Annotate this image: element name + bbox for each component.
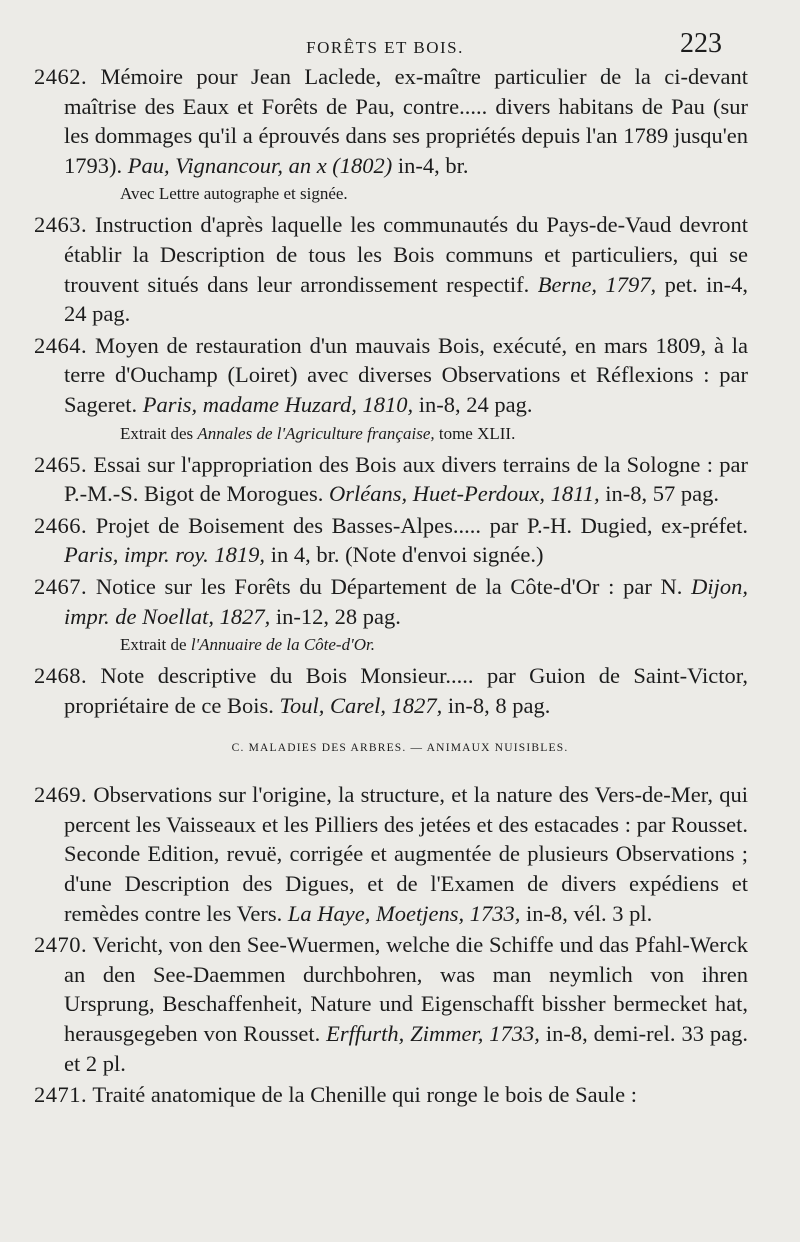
entry-format: in-8, demi-rel. 33 pag. et 2 pl. xyxy=(64,1021,748,1076)
entry-number: 2471. xyxy=(34,1082,88,1108)
entry-number: 2466. xyxy=(34,512,88,538)
note-2467 xyxy=(120,633,748,657)
entry-number: 2470. xyxy=(34,932,88,958)
entry-publication: Orléans, Huet-Perdoux, 1811, xyxy=(329,481,600,507)
entry-text: Note descriptive du Bois Monsieur..... par Guion de Saint-Victor, propriétaire de ce Bois. xyxy=(64,663,749,718)
entry-number: 2469. xyxy=(34,782,88,808)
entry-format: in-4, br. xyxy=(397,152,469,178)
entry-number: 2463. xyxy=(34,212,88,238)
entry-2470 xyxy=(34,930,748,1078)
entry-2467 xyxy=(34,572,749,631)
entry-2468 xyxy=(34,661,749,720)
entry-number: 2468. xyxy=(34,663,88,689)
entry-publication: Paris, impr. roy. 1819, xyxy=(64,542,266,568)
entry-format: in-12, 28 pag. xyxy=(275,603,401,629)
running-head-title: FORÊTS ET BOIS. xyxy=(306,38,464,57)
entry-publication: Pau, Vignancour, an x (1802) xyxy=(127,152,393,178)
entry-publication: La Haye, Moetjens, 1733, xyxy=(287,900,521,926)
entry-text: Instruction d'après laquelle les communautés du Pays-de-Vaud devront établir la Description de tous les Bois communs et particuliers, qui se trouvent situés dans leur arrondissement respectif. xyxy=(64,212,748,297)
section-heading: C. MALADIES DES ARBRES. — ANIMAUX NUISIBLES. xyxy=(231,742,569,755)
note-2462: Avec Lettre autographe et signée. xyxy=(120,184,348,204)
entry-2471 xyxy=(34,1080,748,1110)
entries-list xyxy=(0,62,800,1112)
entry-2464 xyxy=(34,331,748,420)
note-title: Annales de l'Agriculture française, xyxy=(197,423,435,443)
entry-publication: Toul, Carel, 1827, xyxy=(279,692,443,718)
entry-text: Vericht, von den See-Wuermen, welche die Schiffe und das Pfahl-Werck an den See-Daemmen durchbohren, was man neymlich von ihren Ursprung, Beschaffenheit, Nature und Eigenschafft bissher bermecket hat, herausgegeben von Rousset. xyxy=(64,932,748,1047)
entry-text: Essai sur l'appropriation des Bois aux divers terrains de la Sologne : par P.-M.-S. Bigot de Morogues. xyxy=(64,451,749,507)
entry-number: 2467. xyxy=(34,573,88,599)
entry-format: in-8, vél. 3 pl. xyxy=(525,900,653,926)
entry-publication: Berne, 1797, xyxy=(537,271,657,297)
entry-2469 xyxy=(34,780,749,928)
note-prefix: Extrait des xyxy=(120,423,194,443)
entry-text: Observations sur l'origine, la structure, et la nature des Vers-de-Mer, qui percent les Vaisseaux et les Pilliers des jetées et des estacades : par Rousset. Seconde Edition, revuë, corrigée et augmentée de plusieurs Observations ; d'une Description des Digues, et de l'Examen de divers expédiens et remèdes contre les Vers. xyxy=(64,782,749,926)
entry-2463 xyxy=(34,210,749,328)
entry-2465 xyxy=(34,450,749,509)
entry-format: in-8, 24 pag. xyxy=(418,391,533,417)
entry-format: in 4, br. (Note d'envoi signée.) xyxy=(270,542,544,568)
note-suffix: tome XLII. xyxy=(438,423,516,443)
entry-text: Mémoire pour Jean Laclede, ex-maître particulier de la ci-devant maîtrise des Eaux et Forêts de Pau, contre..... divers habitans de Pau (sur les dommages qu'il a éprouvés dans ses propriétés depuis l'an 1789 jusqu'en 1793). xyxy=(64,64,749,178)
note-prefix: Extrait de xyxy=(120,635,187,655)
entry-number: 2465. xyxy=(34,451,88,477)
entry-text: Traité anatomique de la Chenille qui ronge le bois de Saule : xyxy=(92,1082,638,1108)
entry-format: in-8, 57 pag. xyxy=(605,481,719,507)
entry-number: 2464. xyxy=(34,332,88,358)
entry-2462 xyxy=(34,62,749,180)
entry-text: Projet de Boisement des Basses-Alpes..... par P.-H. Dugied, ex-préfet. xyxy=(95,512,748,538)
entry-publication: Erffurth, Zimmer, 1733, xyxy=(326,1021,540,1047)
entry-number: 2462. xyxy=(34,64,88,89)
page-number: 223 xyxy=(680,28,722,59)
entry-publication: Paris, madame Huzard, 1810, xyxy=(142,391,414,417)
entry-publication: Dijon, impr. de Noellat, 1827, xyxy=(64,573,749,629)
entry-text: Moyen de restauration d'un mauvais Bois, exécuté, en mars 1809, à la terre d'Ouchamp (Loiret) avec diverses Observations et Réflexions : par Sageret. xyxy=(64,332,748,417)
note-2464 xyxy=(120,422,748,446)
entry-2466 xyxy=(34,511,748,570)
entry-text: Notice sur les Forêts du Département de la Côte-d'Or : par N. xyxy=(95,573,683,599)
entry-format: in-8, 8 pag. xyxy=(447,692,551,718)
entry-format: pet. in-4, 24 pag. xyxy=(64,271,749,327)
note-title: l'Annuaire de la Côte-d'Or. xyxy=(190,635,375,655)
